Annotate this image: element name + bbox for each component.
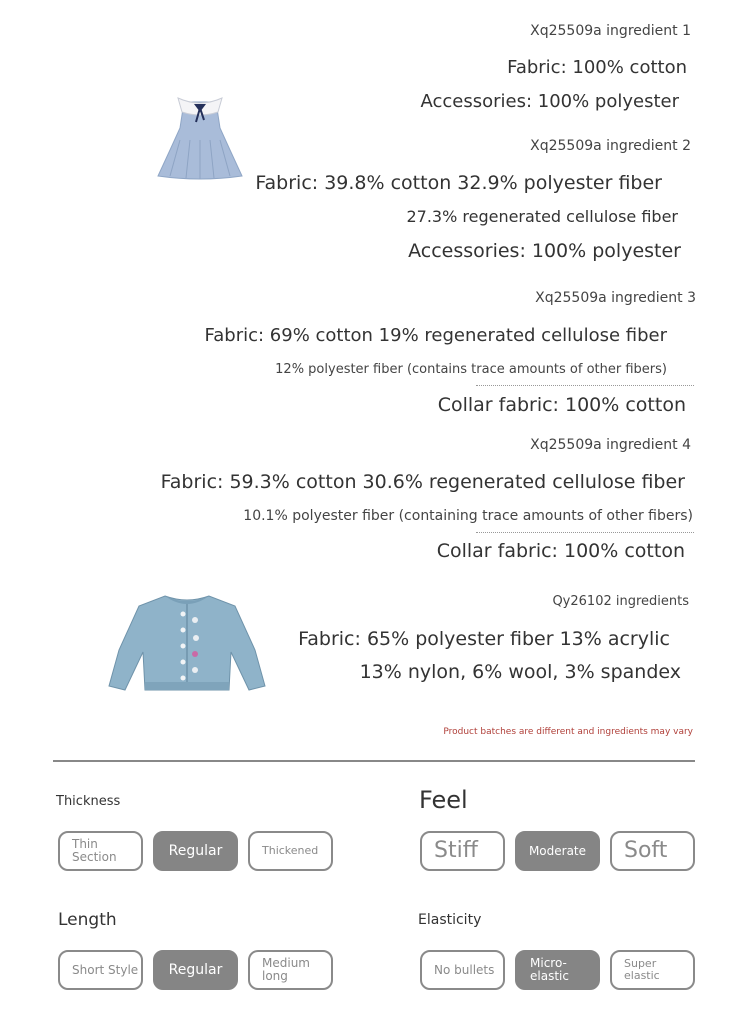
xq3-title: Xq25509a ingredient 3 [535, 290, 696, 306]
xq4-fabric: Fabric: 59.3% cotton 30.6% regenerated cellulose fiber [160, 471, 685, 493]
dress-image [150, 90, 250, 185]
xq3-separator [476, 385, 694, 386]
xq2-fabric2: 27.3% regenerated cellulose fiber [406, 207, 678, 226]
qy-fabric: Fabric: 65% polyester fiber 13% acrylic [298, 628, 670, 650]
xq4-fabric2: 10.1% polyester fiber (containing trace amounts of other fibers) [243, 508, 693, 524]
length-label: Length [58, 910, 117, 930]
length-option-short[interactable] [58, 950, 143, 990]
xq2-fabric: Fabric: 39.8% cotton 32.9% polyester fiber [255, 172, 662, 194]
length-option-regular-text: Regular [168, 961, 223, 978]
thickness-option-thin-text: Thin Section [72, 837, 117, 864]
elasticity-option-super-text: Super elastic [624, 957, 660, 982]
section-divider [53, 760, 695, 762]
xq1-fabric: Fabric: 100% cotton [507, 57, 687, 78]
elasticity-option-micro[interactable] [515, 950, 600, 990]
thickness-label: Thickness [56, 794, 121, 809]
xq1-accessories: Accessories: 100% polyester [420, 91, 679, 112]
elasticity-option-none-text: No bullets [434, 962, 495, 977]
feel-option-stiff-text: Stiff [434, 838, 478, 864]
batch-note: Product batches are different and ingredients may vary [443, 727, 693, 737]
qy-title: Qy26102 ingredients [552, 594, 689, 609]
feel-option-stiff[interactable] [420, 831, 505, 871]
thickness-option-thin[interactable] [58, 831, 143, 871]
feel-label: Feel [419, 786, 468, 814]
xq2-title: Xq25509a ingredient 2 [530, 138, 691, 154]
xq4-collar: Collar fabric: 100% cotton [436, 540, 685, 562]
thickness-option-thickened[interactable] [248, 831, 333, 871]
xq4-separator [476, 532, 694, 533]
feel-option-moderate[interactable] [515, 831, 600, 871]
elasticity-label: Elasticity [418, 912, 482, 928]
feel-option-moderate-text: Moderate [528, 843, 587, 858]
xq4-title: Xq25509a ingredient 4 [530, 437, 691, 453]
xq1-title: Xq25509a ingredient 1 [530, 23, 691, 39]
length-option-regular[interactable] [153, 950, 238, 990]
thickness-option-thickened-text: Thickened [262, 844, 319, 858]
xq3-fabric: Fabric: 69% cotton 19% regenerated cellulose fiber [204, 325, 667, 346]
length-option-medium-long[interactable] [248, 950, 333, 990]
xq3-fabric2: 12% polyester fiber (contains trace amounts of other fibers) [275, 362, 667, 377]
cardigan-image [105, 590, 270, 698]
feel-option-soft-text: Soft [624, 838, 668, 864]
qy-fabric2: 13% nylon, 6% wool, 3% spandex [359, 661, 681, 683]
elasticity-option-none[interactable] [420, 950, 505, 990]
elasticity-option-micro-text: Micro-elastic [530, 956, 569, 983]
feel-option-soft[interactable] [610, 831, 695, 871]
elasticity-option-super[interactable] [610, 950, 695, 990]
length-option-medium-long-text: Medium long [262, 956, 310, 983]
thickness-option-regular[interactable] [153, 831, 238, 871]
thickness-option-regular-text: Regular [168, 842, 223, 859]
xq2-accessories: Accessories: 100% polyester [408, 240, 681, 262]
xq3-collar: Collar fabric: 100% cotton [437, 394, 686, 416]
length-option-short-text: Short Style [72, 962, 139, 977]
